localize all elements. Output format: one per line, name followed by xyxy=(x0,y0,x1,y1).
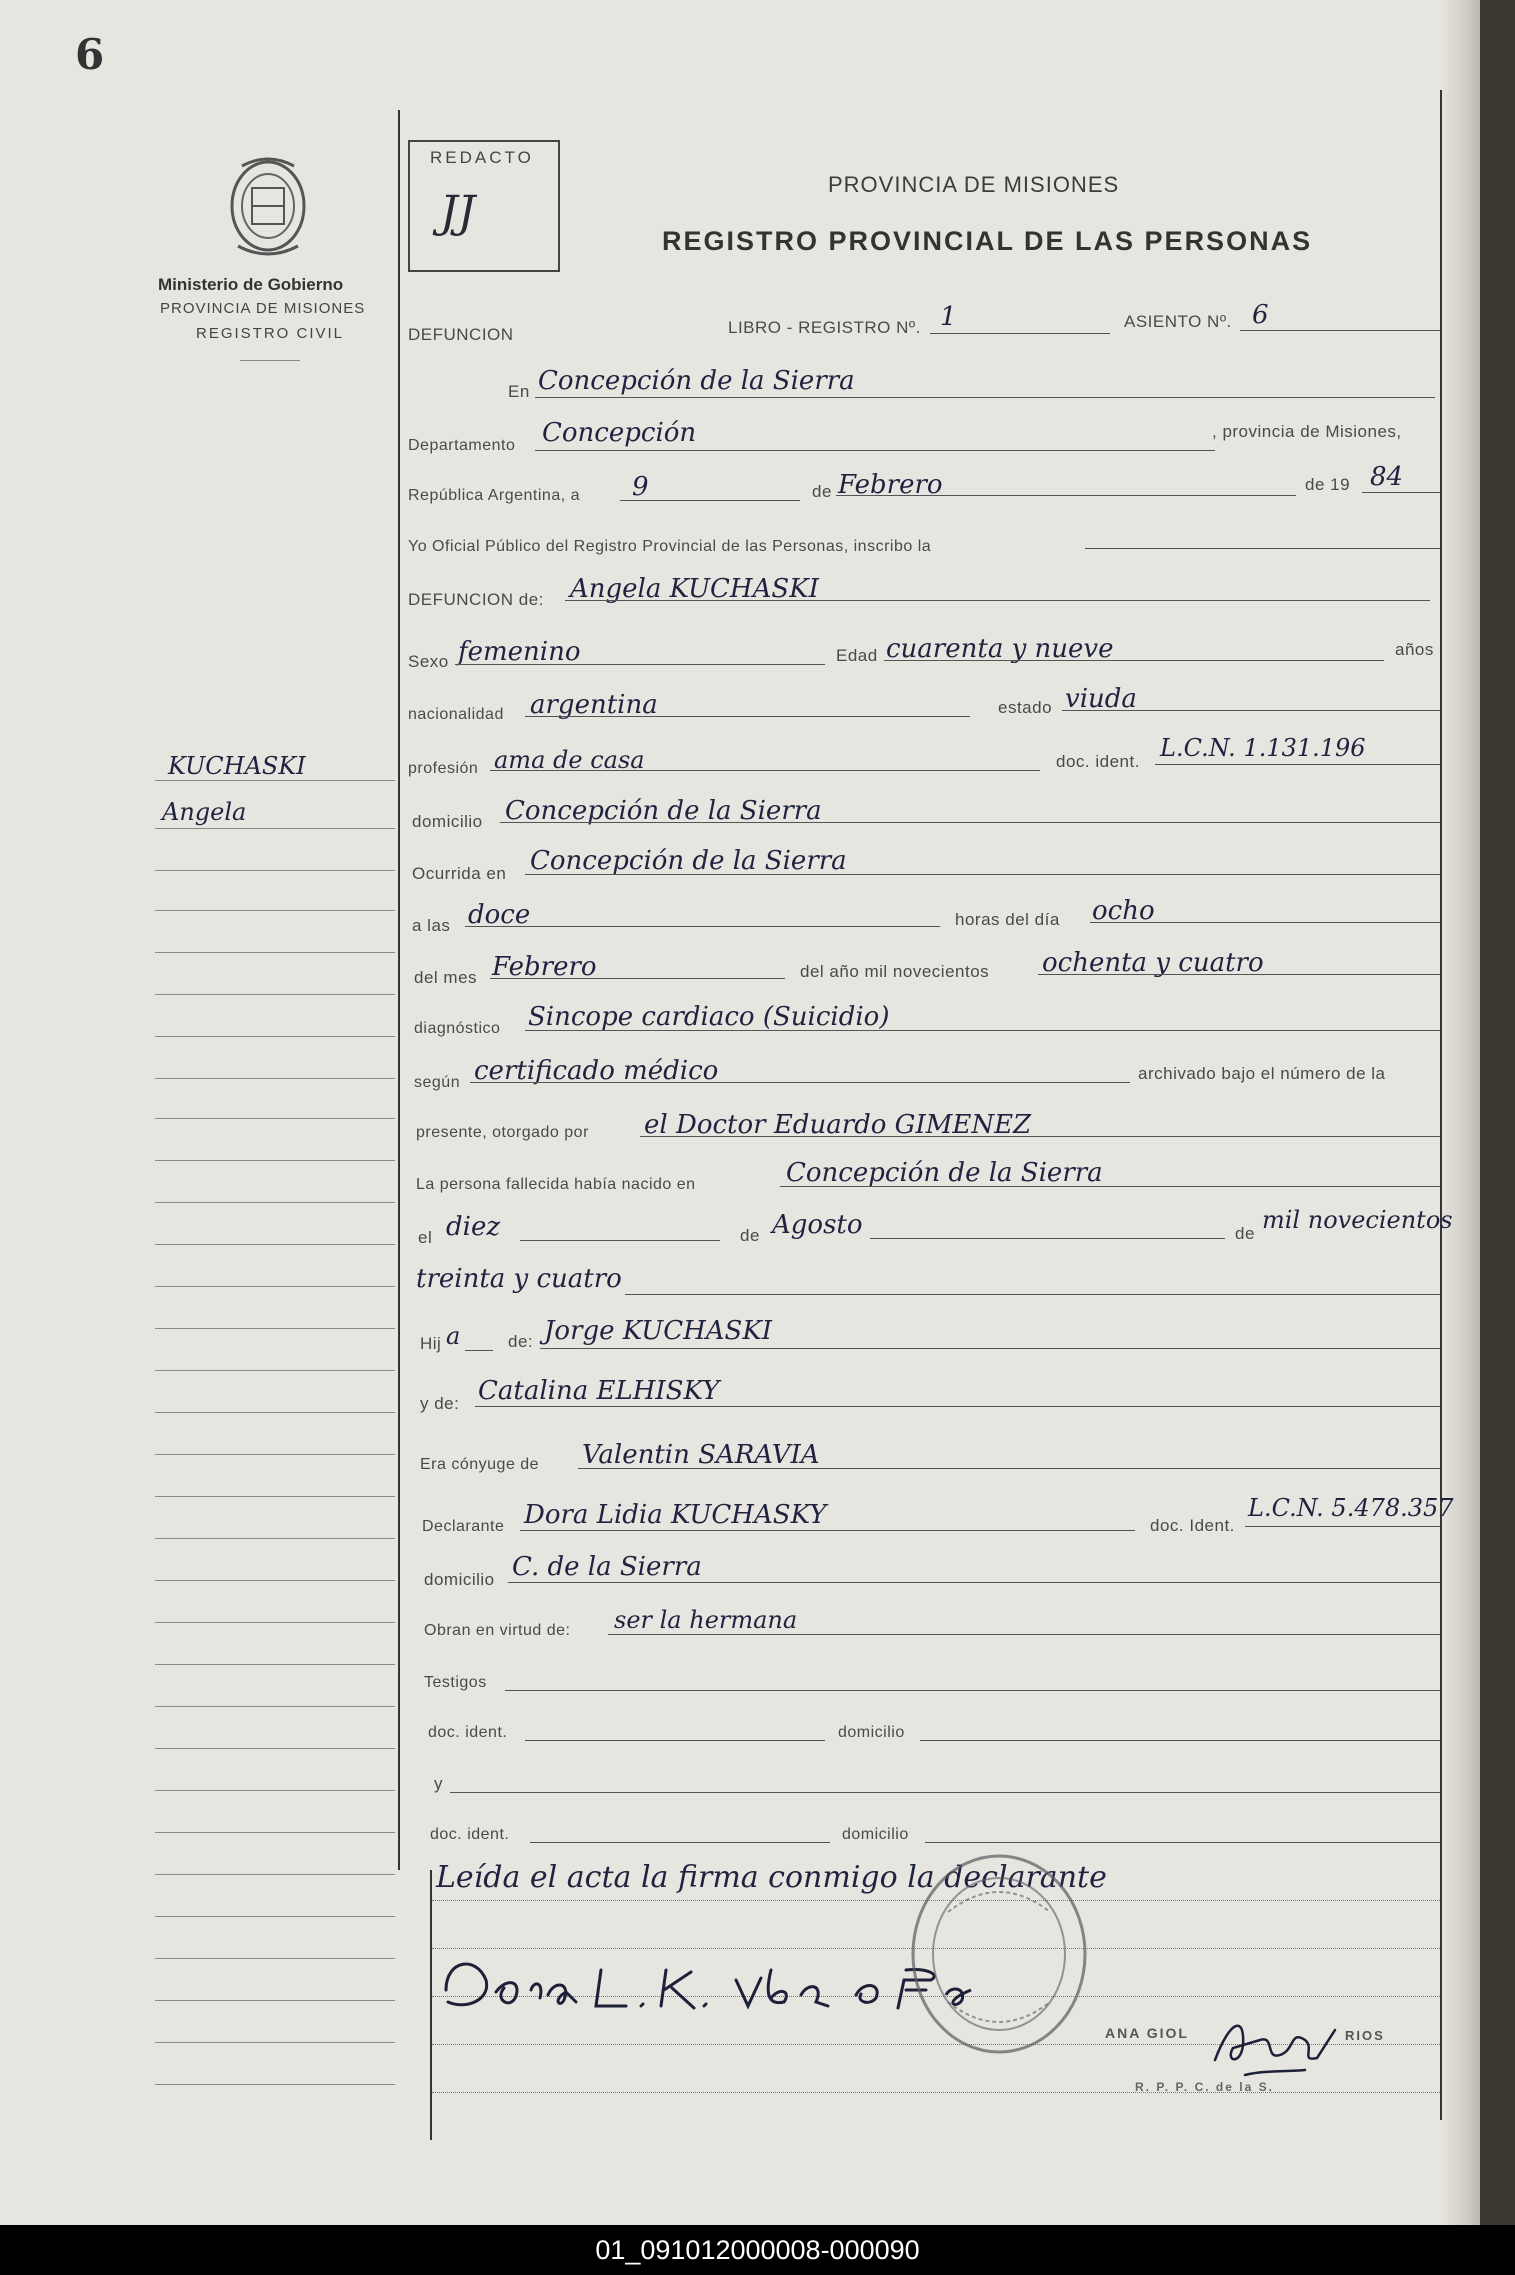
obran-label: Obran en virtud de: xyxy=(424,1622,571,1639)
ministry-province: PROVINCIA DE MISIONES xyxy=(160,300,366,317)
asiento-value: 6 xyxy=(1252,300,1269,330)
testigos-line xyxy=(505,1690,1440,1691)
estado-line xyxy=(1062,710,1440,711)
obran-line xyxy=(608,1634,1440,1635)
ministry-registry: REGISTRO CIVIL xyxy=(196,325,345,342)
left-frame-line-lower xyxy=(430,1870,432,2140)
nac-dia-line xyxy=(520,1240,720,1241)
declarante-domicilio-label: domicilio xyxy=(424,1570,495,1589)
y-de-label: y de: xyxy=(420,1394,460,1413)
registry-title: REGISTRO PROVINCIAL DE LAS PERSONAS xyxy=(662,226,1313,256)
testigo2-doc-line xyxy=(530,1842,830,1843)
sexo-label: Sexo xyxy=(408,652,449,671)
hora-value: doce xyxy=(468,900,531,930)
sexo-line xyxy=(455,664,825,665)
ocurrida-label: Ocurrida en xyxy=(412,864,507,883)
testigo2-domicilio-label: domicilio xyxy=(842,1826,909,1843)
registry-stamp xyxy=(908,1852,1090,2057)
departamento-line xyxy=(535,450,1215,451)
ano-line xyxy=(1362,492,1440,493)
nac-ano-line xyxy=(625,1294,1440,1295)
redacto-box xyxy=(408,140,560,272)
doc-line xyxy=(1155,764,1440,765)
nacido-value: Concepción de la Sierra xyxy=(786,1158,1103,1188)
libro-label: LIBRO - REGISTRO Nº. xyxy=(728,318,921,337)
page-number: 6 xyxy=(75,30,105,79)
dotted-line-5 xyxy=(432,2092,1440,2093)
hij-de-label: de: xyxy=(508,1332,534,1351)
madre-line xyxy=(475,1406,1440,1407)
declarant-signature xyxy=(436,1940,976,2030)
presente-line xyxy=(640,1136,1440,1137)
declarante-doc-value: L.C.N. 5.478.357 xyxy=(1248,1494,1454,1522)
domicilio-line xyxy=(500,822,1440,823)
nac-mes-value: Agosto xyxy=(772,1210,863,1240)
testigo-domicilio-line xyxy=(920,1740,1440,1741)
profesion-value: ama de casa xyxy=(494,746,645,774)
anos-label: años xyxy=(1395,640,1434,659)
nac-dia-value: diez xyxy=(446,1212,501,1242)
en-label: En xyxy=(508,382,530,401)
testigo-domicilio-label: domicilio xyxy=(838,1724,905,1741)
official-stamp-sub: R. P. P. C. de la S. xyxy=(1135,2080,1274,2094)
dia-line xyxy=(620,500,800,501)
republica-label: República Argentina, a xyxy=(408,487,580,504)
edad-line xyxy=(884,660,1384,661)
page-edge xyxy=(1440,0,1480,2225)
edad-label: Edad xyxy=(836,646,878,665)
asiento-label: ASIENTO Nº. xyxy=(1124,312,1232,331)
nacionalidad-label: nacionalidad xyxy=(408,706,504,723)
ocurrida-line xyxy=(525,874,1440,875)
padre-value: Jorge KUCHASKI xyxy=(544,1316,773,1346)
book-spine xyxy=(1480,0,1515,2225)
certificado-value: certificado médico xyxy=(474,1056,719,1086)
hij-label: Hij xyxy=(420,1334,442,1353)
departamento-value: Concepción xyxy=(542,418,697,448)
profesion-label: profesión xyxy=(408,760,479,777)
nacionalidad-line xyxy=(525,716,970,717)
nac-mes-line xyxy=(870,1238,1225,1239)
nac-ano-value-2: treinta y cuatro xyxy=(416,1264,622,1294)
testigo2-doc-label: doc. ident. xyxy=(430,1826,510,1843)
libro-line xyxy=(930,333,1110,334)
declarante-domicilio-value: C. de la Sierra xyxy=(512,1552,702,1582)
de-label-1: de xyxy=(812,482,832,501)
doc-ident-cap-label: doc. Ident. xyxy=(1150,1516,1235,1535)
nacido-line xyxy=(780,1186,1440,1187)
hij-suffix-line xyxy=(465,1350,493,1351)
testigo-doc-label: doc. ident. xyxy=(428,1724,508,1741)
diagnostico-value: Sincope cardiaco (Suicidio) xyxy=(528,1002,890,1032)
conyuge-value: Valentin SARAVIA xyxy=(582,1440,820,1470)
segun-line xyxy=(470,1082,1130,1083)
archivado-label: archivado bajo el número de la xyxy=(1138,1064,1386,1083)
libro-value: 1 xyxy=(940,302,957,332)
doc-value: L.C.N. 1.131.196 xyxy=(1160,734,1366,762)
obran-value: ser la hermana xyxy=(614,1606,798,1634)
mes-texto-line xyxy=(490,978,785,979)
dia-texto-value: ocho xyxy=(1092,896,1155,926)
leida-statement: Leída el acta la firma conmigo la declarante xyxy=(436,1860,1107,1895)
edad-value: cuarenta y nueve xyxy=(886,634,1114,664)
ano-texto-value: ochenta y cuatro xyxy=(1042,948,1264,978)
del-mes-label: del mes xyxy=(414,968,478,987)
official-stamp-end: RIOS xyxy=(1345,2028,1385,2043)
en-line xyxy=(535,397,1435,398)
de-19-label: de 19 xyxy=(1305,475,1351,494)
conyuge-line xyxy=(578,1468,1440,1469)
declarante-value: Dora Lidia KUCHASKY xyxy=(524,1500,827,1530)
dia-value: 9 xyxy=(632,472,649,502)
ocurrida-value: Concepción de la Sierra xyxy=(530,846,847,876)
margin-surname: KUCHASKI xyxy=(168,752,306,780)
nombre-value: Angela KUCHASKI xyxy=(570,574,819,604)
testigo-y-line xyxy=(450,1792,1440,1793)
mes-value: Febrero xyxy=(838,470,943,500)
el-label: el xyxy=(418,1228,433,1247)
asiento-line xyxy=(1240,330,1440,331)
left-frame-line xyxy=(398,110,400,1870)
ministry-title: Ministerio de Gobierno xyxy=(158,275,344,294)
de-label-2: de xyxy=(740,1226,760,1245)
province-title: PROVINCIA DE MISIONES xyxy=(828,172,1120,197)
testigo2-domicilio-line xyxy=(925,1842,1440,1843)
domicilio-label: domicilio xyxy=(412,812,483,831)
presente-label: presente, otorgado por xyxy=(416,1124,589,1141)
ministry-underline xyxy=(240,360,300,361)
conyuge-label: Era cónyuge de xyxy=(420,1456,540,1473)
footer-file-id: 01_091012000008-000090 xyxy=(0,2225,1515,2275)
coat-of-arms-icon xyxy=(222,150,314,262)
hora-line xyxy=(465,926,940,927)
provincia-label: , provincia de Misiones, xyxy=(1212,422,1402,441)
right-frame-line xyxy=(1440,90,1442,2120)
defuncion-heading: DEFUNCION xyxy=(408,325,514,344)
estado-value: viuda xyxy=(1065,684,1137,714)
padre-line xyxy=(540,1348,1440,1349)
doc-ident-label: doc. ident. xyxy=(1056,752,1140,771)
testigo-y-label: y xyxy=(434,1774,443,1793)
yo-oficial-line xyxy=(1085,548,1440,549)
hij-suffix: a xyxy=(446,1322,461,1350)
defuncion-de-label: DEFUNCION de: xyxy=(408,590,544,609)
mes-line xyxy=(836,495,1296,496)
profesion-line xyxy=(490,770,1040,771)
declarante-line xyxy=(520,1530,1135,1531)
del-ano-label: del año mil novecientos xyxy=(800,962,990,981)
nac-ano-value-1: mil novecientos xyxy=(1262,1206,1453,1234)
departamento-label: Departamento xyxy=(408,437,516,454)
testigos-label: Testigos xyxy=(424,1674,487,1691)
testigo-doc-line xyxy=(525,1740,825,1741)
declarante-domicilio-line xyxy=(508,1582,1440,1583)
nacionalidad-value: argentina xyxy=(530,690,658,720)
domicilio-value: Concepción de la Sierra xyxy=(505,796,822,826)
de-label-3: de xyxy=(1235,1224,1255,1243)
ano-value: 84 xyxy=(1370,462,1404,492)
redacto-label: REDACTO xyxy=(430,148,534,167)
segun-label: según xyxy=(414,1074,461,1091)
diagnostico-label: diagnóstico xyxy=(414,1020,501,1037)
sexo-value: femenino xyxy=(458,637,581,667)
horas-dia-label: horas del día xyxy=(955,910,1060,929)
official-stamp-name: ANA GIOL xyxy=(1105,2025,1189,2041)
diagnostico-line xyxy=(525,1030,1440,1031)
redacto-initials: JJ xyxy=(440,187,476,238)
margin-given-name: Angela xyxy=(162,798,247,826)
dia-texto-line xyxy=(1090,922,1440,923)
mes-texto-value: Febrero xyxy=(492,952,597,982)
official-signature xyxy=(1205,2000,1355,2090)
ano-texto-line xyxy=(1038,974,1440,975)
yo-oficial-text: Yo Oficial Público del Registro Provincial de las Personas, inscribo la xyxy=(408,538,932,555)
madre-value: Catalina ELHISKY xyxy=(478,1376,720,1406)
a-las-label: a las xyxy=(412,916,451,935)
declarante-label: Declarante xyxy=(422,1518,505,1535)
nombre-line xyxy=(565,600,1430,601)
persona-nacido-label: La persona fallecida había nacido en xyxy=(416,1176,696,1193)
declarante-doc-line xyxy=(1245,1526,1440,1527)
lugar-value: Concepción de la Sierra xyxy=(538,366,855,396)
doctor-value: el Doctor Eduardo GIMENEZ xyxy=(644,1110,1032,1140)
estado-label: estado xyxy=(998,698,1053,717)
